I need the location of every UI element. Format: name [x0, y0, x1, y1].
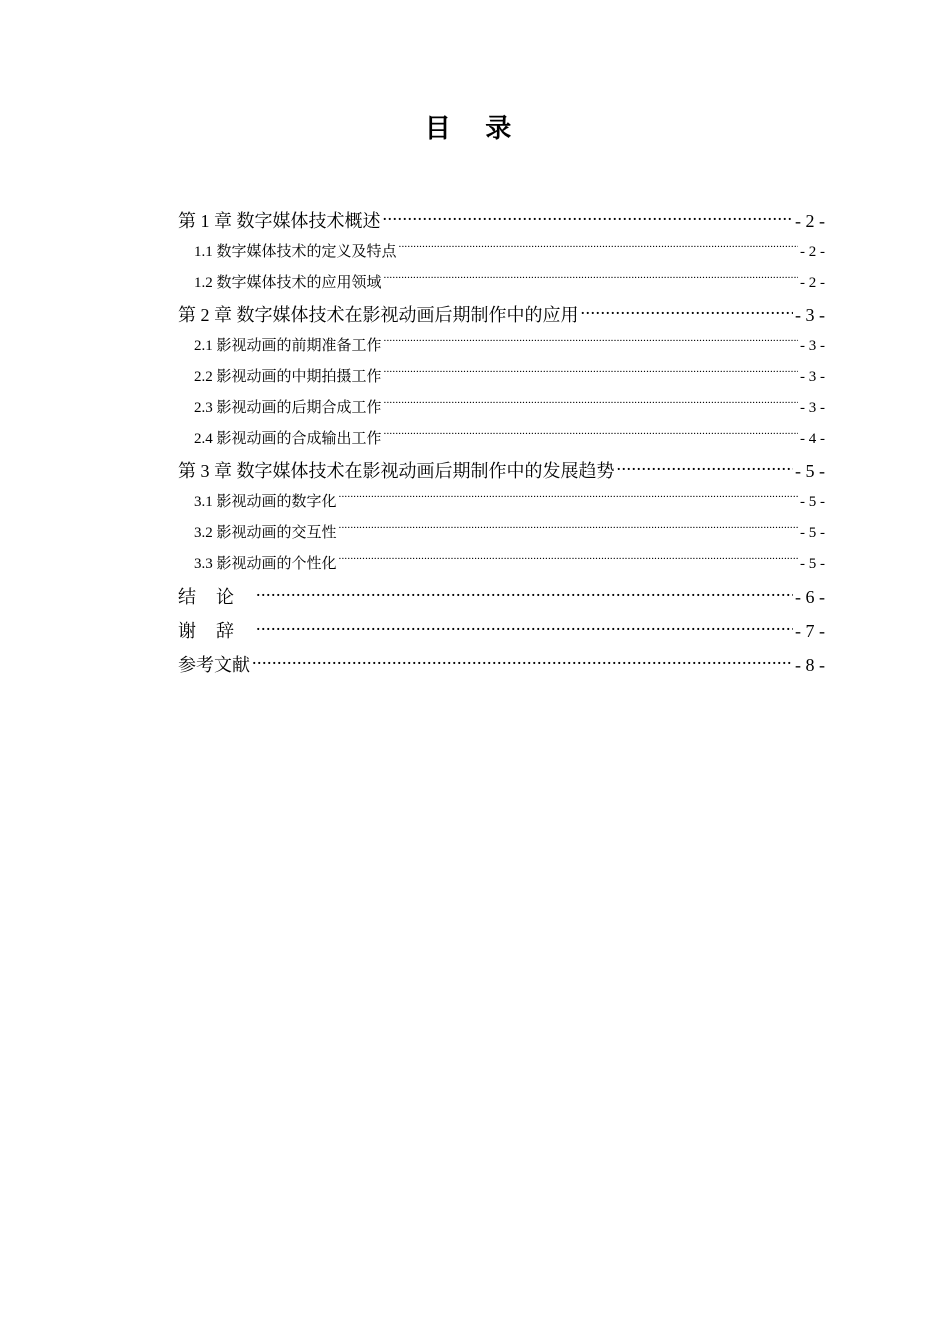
toc-entry-label: 2.4 影视动画的合成输出工作	[194, 431, 382, 447]
toc-entry-chapter-2[interactable]	[178, 299, 825, 331]
toc-entry-page-number: - 5 -	[795, 461, 825, 481]
toc-entry-section-1-1[interactable]	[178, 237, 825, 268]
toc-entry-label: 2.3 影视动画的后期合成工作	[194, 400, 382, 416]
toc-entry-page-number: - 3 -	[800, 369, 825, 385]
toc-entry-section-1-2[interactable]	[178, 268, 825, 299]
toc-dot-leader	[339, 549, 798, 580]
toc-entry-page-number: - 2 -	[800, 244, 825, 260]
toc-dot-leader	[617, 455, 794, 487]
toc-entry-section-3-3[interactable]	[178, 549, 825, 580]
toc-entry-label: 第 2 章 数字媒体技术在影视动画后期制作中的应用	[178, 305, 579, 325]
toc-entry-label: 2.1 影视动画的前期准备工作	[194, 338, 382, 354]
toc-entry-label: 3.2 影视动画的交互性	[194, 525, 337, 541]
toc-entry-page-number: - 2 -	[800, 275, 825, 291]
toc-entry-page-number: - 5 -	[800, 556, 825, 572]
toc-entry-page-number: - 3 -	[795, 305, 825, 325]
toc-dot-leader	[384, 331, 798, 362]
toc-dot-leader	[339, 518, 798, 549]
toc-entry-acknowledgements[interactable]	[178, 614, 825, 648]
toc-entry-section-2-1[interactable]	[178, 331, 825, 362]
toc-entry-page-number: - 5 -	[800, 494, 825, 510]
toc-dot-leader	[252, 648, 793, 682]
toc-entry-label: 谢辞	[178, 621, 254, 641]
toc-entry-page-number: - 3 -	[800, 338, 825, 354]
toc-entry-label: 参考文献	[178, 655, 250, 675]
toc-dot-leader	[384, 268, 798, 299]
toc-dot-leader	[339, 487, 798, 518]
toc-entry-section-3-1[interactable]	[178, 487, 825, 518]
toc-entry-label: 第 3 章 数字媒体技术在影视动画后期制作中的发展趋势	[178, 461, 615, 481]
toc-entry-label: 3.1 影视动画的数字化	[194, 494, 337, 510]
toc-entry-label: 结论	[178, 587, 254, 607]
toc-dot-leader	[581, 299, 794, 331]
toc-entry-label: 1.2 数字媒体技术的应用领域	[194, 275, 382, 291]
toc-dot-leader	[256, 614, 793, 648]
toc-dot-leader	[384, 424, 798, 455]
toc-entry-page-number: - 7 -	[795, 621, 825, 641]
toc-dot-leader	[399, 237, 798, 268]
toc-entry-label: 第 1 章 数字媒体技术概述	[178, 211, 381, 231]
toc-entry-page-number: - 6 -	[795, 587, 825, 607]
toc-list	[178, 205, 825, 682]
toc-entry-section-2-2[interactable]	[178, 362, 825, 393]
toc-entry-page-number: - 8 -	[795, 655, 825, 675]
toc-entry-label: 3.3 影视动画的个性化	[194, 556, 337, 572]
toc-dot-leader	[384, 362, 798, 393]
toc-entry-section-3-2[interactable]	[178, 518, 825, 549]
toc-entry-page-number: - 5 -	[800, 525, 825, 541]
toc-entry-page-number: - 4 -	[800, 431, 825, 447]
toc-entry-conclusion[interactable]	[178, 580, 825, 614]
toc-dot-leader	[256, 580, 793, 614]
toc-entry-chapter-1[interactable]	[178, 205, 825, 237]
toc-entry-references[interactable]	[178, 648, 825, 682]
toc-entry-chapter-3[interactable]	[178, 455, 825, 487]
toc-entry-label: 1.1 数字媒体技术的定义及特点	[194, 244, 397, 260]
toc-entry-section-2-3[interactable]	[178, 393, 825, 424]
toc-entry-page-number: - 2 -	[795, 211, 825, 231]
toc-entry-page-number: - 3 -	[800, 400, 825, 416]
toc-entry-section-2-4[interactable]	[178, 424, 825, 455]
toc-title: 目 录	[424, 114, 526, 143]
toc-entry-label: 2.2 影视动画的中期拍摄工作	[194, 369, 382, 385]
toc-dot-leader	[384, 393, 798, 424]
toc-dot-leader	[383, 205, 794, 237]
